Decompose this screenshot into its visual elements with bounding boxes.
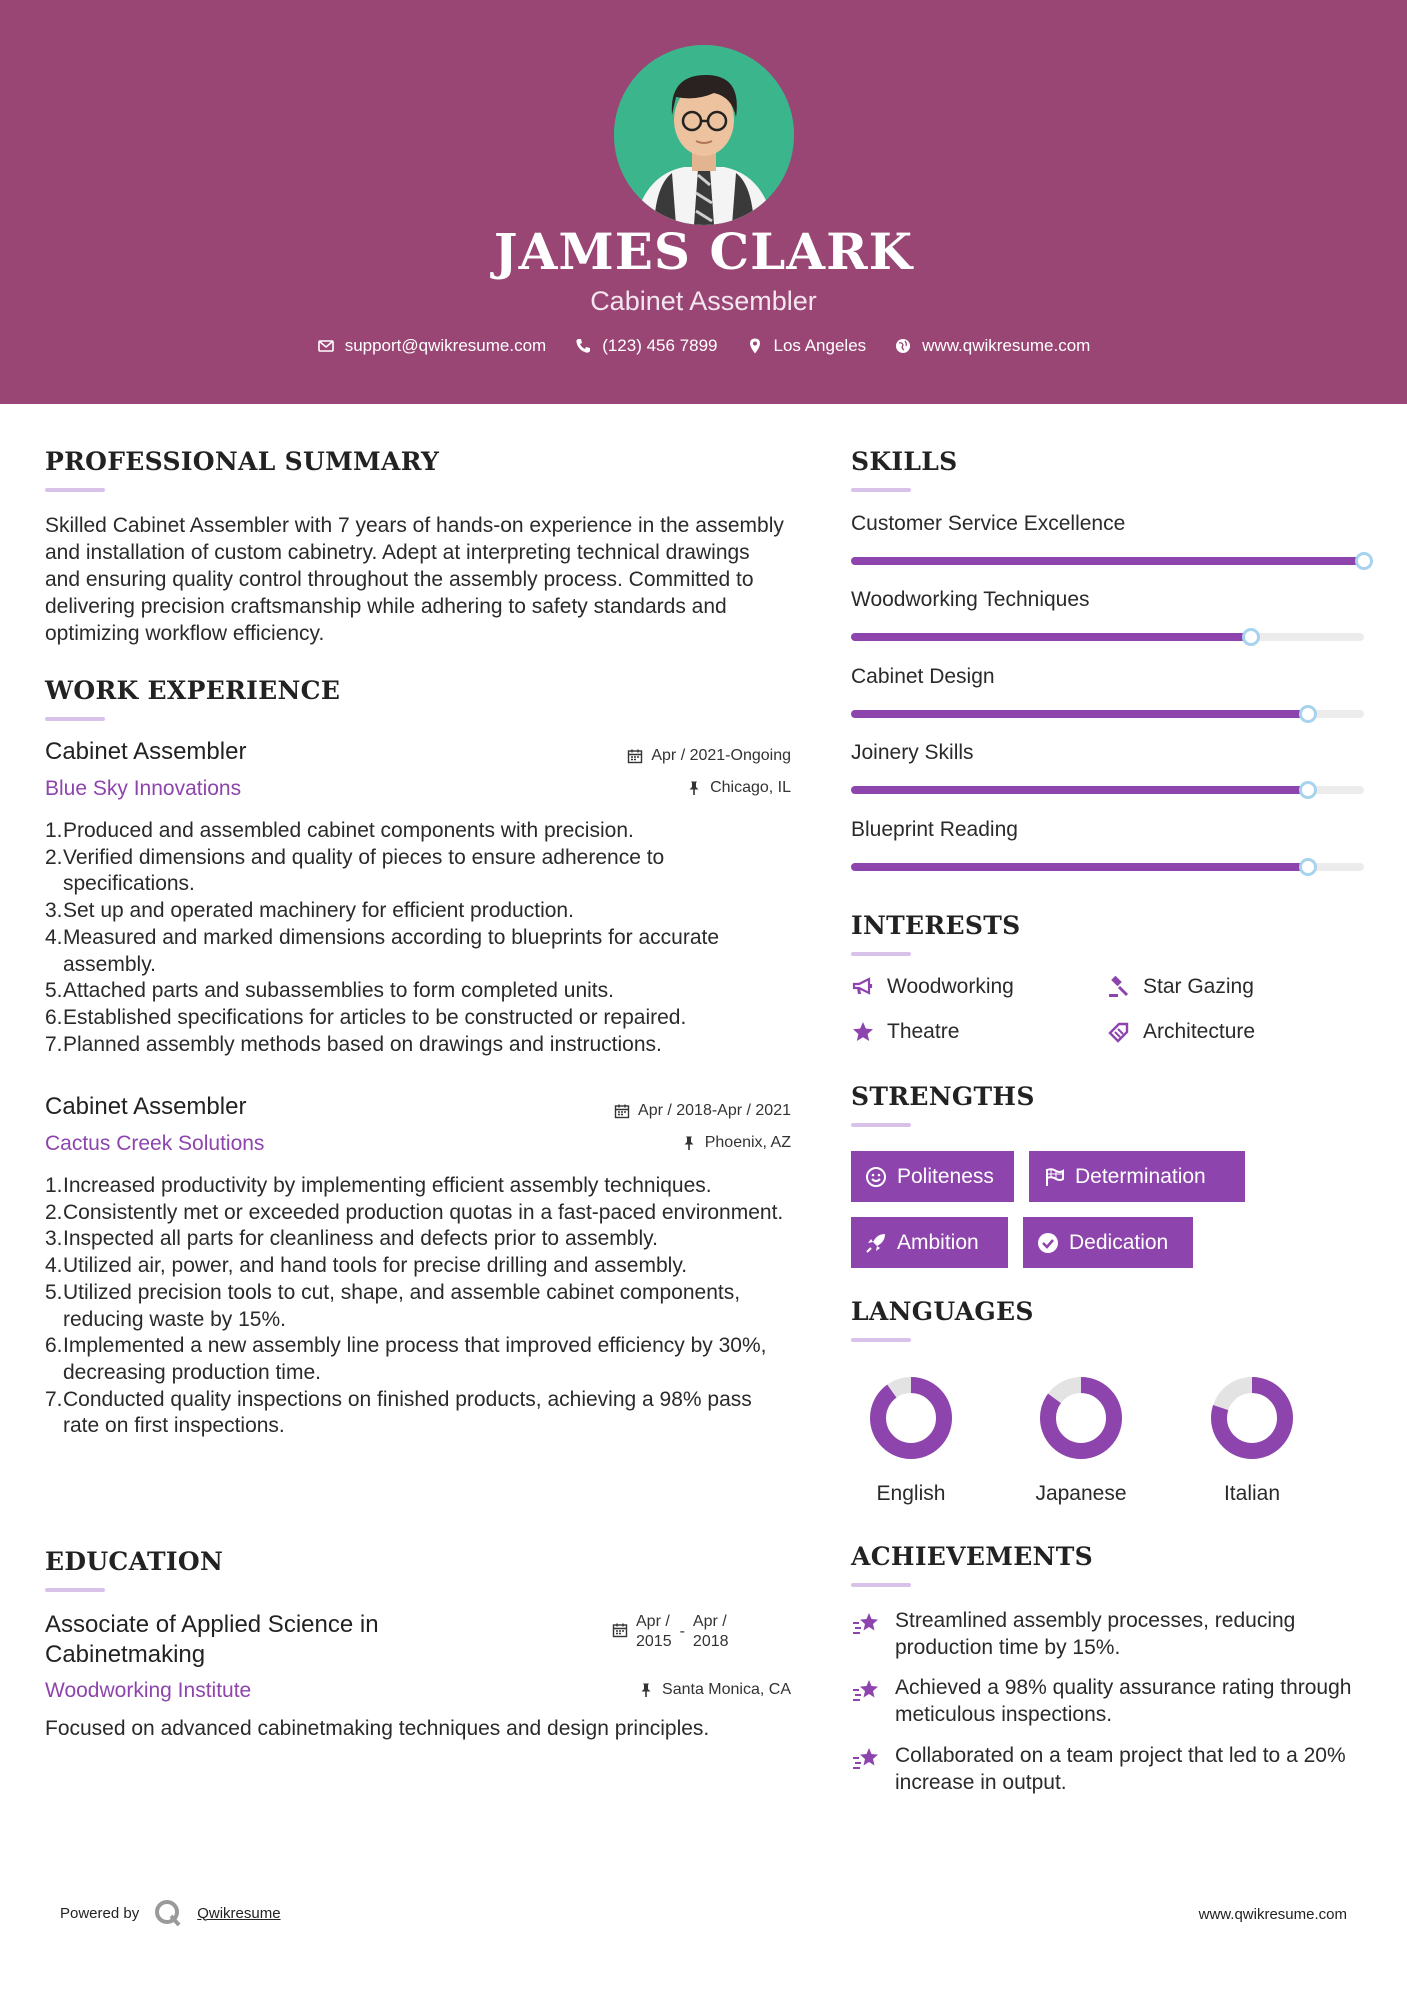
job-1-title: Cabinet Assembler	[45, 738, 247, 765]
interests-heading: INTERESTS	[851, 911, 1021, 940]
job-1-duties	[45, 818, 790, 1058]
strength-badge: Politeness	[851, 1151, 1014, 1202]
education-location	[638, 1681, 791, 1699]
skill-bar	[851, 863, 1364, 871]
job-2-location-text: Phoenix, AZ	[704, 1134, 791, 1151]
education-start-date: Apr / 2015	[636, 1613, 672, 1650]
degree-line-2: Cabinetmaking	[45, 1641, 206, 1668]
languages-heading-underline	[851, 1338, 911, 1342]
summary-heading: PROFESSIONAL SUMMARY	[45, 447, 440, 476]
list-item: 6. Implemented a new assembly line process that improved efficiency by 30%, decreasing production time.	[45, 1334, 767, 1384]
interest-item: Star Gazing	[1107, 975, 1254, 999]
achievement-item: Collaborated on a team project that led to a 20% increase in output.	[851, 1742, 1371, 1796]
list-item: 6. Established specifications for articles to be constructed or repaired.	[45, 1005, 687, 1029]
phone-icon	[574, 337, 592, 355]
education-end-date: Apr / 2018	[692, 1613, 729, 1650]
skill-bar-fill	[851, 710, 1308, 718]
list-item: 3. Inspected all parts for cleanliness and defects prior to assembly.	[45, 1227, 658, 1251]
education-location-text: Santa Monica, CA	[662, 1681, 791, 1698]
job-1-company: Blue Sky Innovations	[45, 777, 242, 800]
shooting-star-icon	[851, 1609, 881, 1639]
skill-bar	[851, 710, 1364, 718]
summary-text: Skilled Cabinet Assembler with 7 years of hands-on experience in the assembly and installation of custom cabinetry. Adept at interpreting technical drawings and ensuring quality control throughout the assembly process. Committed to delivering precision craftsmanship while adhering to safety standards and optimizing workflow efficiency.	[45, 514, 784, 645]
check-circle-icon	[1037, 1232, 1059, 1254]
pushpin-icon	[681, 1135, 697, 1151]
contact-phone[interactable]	[574, 336, 717, 356]
list-item: 1. Increased productivity by implementing efficient assembly techniques.	[45, 1174, 712, 1197]
skill-bar	[851, 633, 1364, 641]
interest-item: Theatre	[851, 1020, 959, 1044]
list-item: 5. Utilized precision tools to cut, shape, and assemble cabinet components, reducing waste by 15%.	[45, 1280, 741, 1331]
pushpin-icon	[638, 1682, 654, 1698]
strengths-heading: STRENGTHS	[851, 1082, 1035, 1111]
education-heading-underline	[45, 1588, 105, 1592]
list-item: 7. Conducted quality inspections on finished products, achieving a 98% pass rate on first inspections.	[45, 1387, 752, 1438]
bullhorn-icon	[851, 975, 875, 999]
skills-heading: SKILLS	[851, 447, 958, 476]
school-name: Woodworking Institute	[45, 1679, 252, 1702]
footer-url[interactable]: www.qwikresume.com	[1198, 1906, 1347, 1923]
education-description: Focused on advanced cabinetmaking techniques and design principles.	[45, 1717, 710, 1740]
skill-bar-knob[interactable]	[1242, 628, 1260, 646]
degree-title	[45, 1610, 379, 1670]
skill-name: Customer Service Excellence	[851, 512, 1126, 535]
location-text: Los Angeles	[773, 336, 867, 355]
job-1-dates	[627, 747, 791, 765]
envelope-icon	[317, 337, 335, 355]
language-item	[1197, 1374, 1307, 1506]
skill-bar-knob[interactable]	[1299, 858, 1317, 876]
skill-bar-fill	[851, 557, 1364, 565]
calendar-icon	[614, 1103, 630, 1119]
language-donut	[867, 1374, 955, 1462]
achievements-heading-underline	[851, 1583, 911, 1587]
job-1-location	[686, 779, 791, 797]
interest-item: Woodworking	[851, 975, 1014, 999]
language-item	[1026, 1374, 1136, 1506]
skill-name: Woodworking Techniques	[851, 588, 1090, 611]
powered-by-label: Powered by	[60, 1904, 140, 1922]
contact-bar	[0, 336, 1407, 356]
contact-website[interactable]	[894, 336, 1090, 356]
candidate-name: JAMES CLARK	[493, 222, 914, 281]
achievement-item: Streamlined assembly processes, reducing production time by 15%.	[851, 1607, 1371, 1661]
shooting-star-icon	[851, 1676, 881, 1706]
list-item: 2. Verified dimensions and quality of pieces to ensure adherence to specifications.	[45, 845, 665, 896]
smile-icon	[865, 1166, 887, 1188]
candidate-role: Cabinet Assembler	[590, 286, 817, 316]
job-2-location	[681, 1134, 791, 1152]
language-name: English	[876, 1482, 946, 1505]
skills-heading-underline	[851, 488, 911, 492]
job-2-dates-text: Apr / 2018-Apr / 2021	[638, 1102, 791, 1119]
list-item: 1. Produced and assembled cabinet components with precision.	[45, 819, 634, 842]
star-icon	[851, 1020, 875, 1044]
language-name: Japanese	[1035, 1482, 1127, 1505]
job-1-location-text: Chicago, IL	[710, 779, 791, 796]
tag-icon	[1107, 1020, 1131, 1044]
language-donut	[1037, 1374, 1125, 1462]
contact-location	[746, 336, 867, 356]
qwikresume-logo-icon	[153, 1898, 183, 1928]
globe-icon	[894, 337, 912, 355]
job-1-dates-text: Apr / 2021-Ongoing	[651, 747, 791, 764]
strength-badge: Determination	[1029, 1151, 1245, 1202]
education-date-dash: -	[679, 1623, 685, 1640]
email-text: support@qwikresume.com	[344, 336, 547, 355]
list-item: 7. Planned assembly methods based on drawings and instructions.	[45, 1032, 662, 1056]
experience-heading: WORK EXPERIENCE	[45, 676, 341, 705]
list-item: 4. Measured and marked dimensions according to blueprints for accurate assembly.	[45, 925, 720, 976]
skill-bar-knob[interactable]	[1299, 705, 1317, 723]
skill-bar-fill	[851, 633, 1251, 641]
map-pin-icon	[746, 337, 764, 355]
skill-bar-fill	[851, 786, 1308, 794]
strength-badge: Dedication	[1023, 1217, 1193, 1268]
strengths-heading-underline	[851, 1123, 911, 1127]
phone-text: (123) 456 7899	[602, 336, 718, 355]
language-name: Italian	[1223, 1482, 1281, 1505]
skill-bar	[851, 557, 1364, 565]
skill-bar-knob[interactable]	[1355, 552, 1373, 570]
skill-bar-knob[interactable]	[1299, 781, 1317, 799]
degree-line-1: Associate of Applied Science in	[45, 1611, 379, 1638]
footer-powered-by	[60, 1898, 281, 1928]
skill-name: Blueprint Reading	[851, 818, 1018, 841]
footer-brand-link[interactable]: Qwikresume	[197, 1904, 281, 1922]
flag-icon	[1043, 1166, 1065, 1188]
job-2-company: Cactus Creek Solutions	[45, 1132, 265, 1155]
list-item: 3. Set up and operated machinery for efficient production.	[45, 899, 574, 923]
strength-badge: Ambition	[851, 1217, 1008, 1268]
interests-heading-underline	[851, 952, 911, 956]
gavel-icon	[1107, 975, 1131, 999]
website-text: www.qwikresume.com	[922, 336, 1091, 355]
list-item: 5. Attached parts and subassemblies to form completed units.	[45, 979, 614, 1003]
pushpin-icon	[686, 780, 702, 796]
education-heading: EDUCATION	[45, 1547, 224, 1576]
skill-bar-fill	[851, 863, 1308, 871]
experience-heading-underline	[45, 717, 105, 721]
job-2-title: Cabinet Assembler	[45, 1093, 247, 1120]
skill-bar	[851, 786, 1364, 794]
calendar-icon	[627, 748, 643, 764]
skill-name: Joinery Skills	[851, 741, 974, 764]
language-item	[856, 1374, 966, 1506]
job-2-dates	[614, 1102, 791, 1120]
rocket-icon	[865, 1232, 887, 1254]
achievements-heading: ACHIEVEMENTS	[851, 1542, 1093, 1571]
person-avatar-icon	[614, 45, 794, 225]
list-item: 4. Utilized air, power, and hand tools for precise drilling and assembly.	[45, 1254, 688, 1278]
resume-header	[0, 0, 1407, 404]
profile-photo	[614, 45, 794, 225]
interest-item: Architecture	[1107, 1020, 1255, 1044]
contact-email[interactable]	[317, 336, 547, 356]
summary-heading-underline	[45, 488, 105, 492]
job-2-duties	[45, 1173, 790, 1440]
calendar-icon	[612, 1622, 628, 1638]
achievement-item: Achieved a 98% quality assurance rating through meticulous inspections.	[851, 1674, 1371, 1728]
list-item: 2. Consistently met or exceeded production quotas in a fast-paced environment.	[45, 1200, 784, 1224]
shooting-star-icon	[851, 1744, 881, 1774]
skill-name: Cabinet Design	[851, 665, 995, 688]
languages-heading: LANGUAGES	[851, 1297, 1034, 1326]
education-dates	[612, 1612, 729, 1652]
language-donut	[1208, 1374, 1296, 1462]
